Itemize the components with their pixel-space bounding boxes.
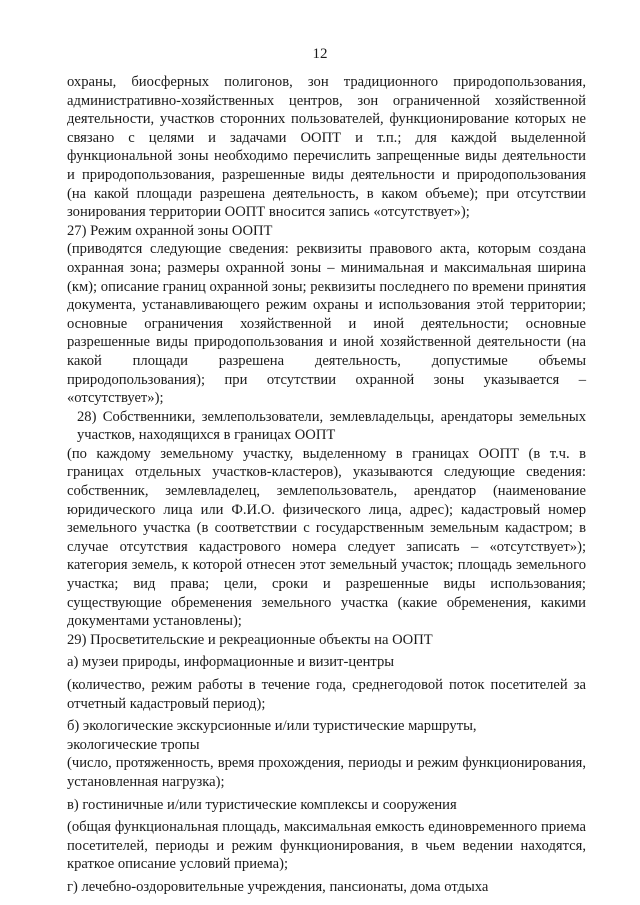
subsection-b: б) экологические экскурсионные и/или туристические маршруты, (67, 718, 477, 735)
section-heading-28: 28) Собственники, землепользователи, землевладельцы, арендаторы земельных участков, находящихся в границах ООПТ (77, 408, 586, 444)
subsection-b-continuation: экологические тропы (67, 736, 200, 753)
paragraph-buffer-zone-details: (приводятся следующие сведения: реквизиты правового акта, которым создана охранная зона; размеры охранной зоны – минимальная и максимальная ширина (км); описание границ охранной зоны; реквизиты последнего по времени принятия документа, устанавливающего режим охраны и использования этой территории; основные ограничения хозяйственной и иной деятельности; основные разрешенные виды природопользования и иной хозяйственной деятельности (на какой площади разрешена деятельность, допустимые объемы природопользования); при отсутствии охранной зоны указывается – «отсутствует»); (67, 241, 586, 407)
subsection-g: г) лечебно-оздоровительные учреждения, пансионаты, дома отдыха (67, 878, 489, 895)
document-body (67, 73, 586, 897)
paragraph-hotels-details: (общая функциональная площадь, максимальная емкость единовременного приема посетителей, периоды и режим функционирования, в чьем ведении находятся, краткое описание условий приема); (67, 819, 586, 873)
section-heading-29: 29) Просветительские и рекреационные объекты на ООПТ (67, 631, 433, 648)
paragraph-land-owners-details: (по каждому земельному участку, выделенному в границах ООПТ (в т.ч. в границах отдельных участков-кластеров), указываются следующие сведения: собственник, землевладелец, землепользователь, арендатор (наименование юридического лица или Ф.И.О. физического лица, адрес); кадастровый номер земельного участка (в соответствии с государственным земельным кадастром; в случае отсутствия кадастрового номера следует записать – «отсутствует»); категория земель, к которой отнесен этот земельный участок; площадь земельного участка; вид права; цели, сроки и разрешенные виды использования; существующие обременения земельного участка (какие обременения, какими документами установлены); (67, 445, 586, 630)
paragraph-museums-details: (количество, режим работы в течение года, среднегодовой поток посетителей за отчетный кадастровый период); (67, 677, 586, 712)
section-heading-27: 27) Режим охранной зоны ООПТ (67, 222, 273, 239)
subsection-v: в) гостиничные и/или туристические комплексы и сооружения (67, 796, 457, 813)
page-number: 12 (312, 46, 328, 62)
subsection-a: а) музеи природы, информационные и визит-центры (67, 654, 395, 671)
paragraph-routes-details: (число, протяженность, время прохождения, периоды и режим функционирования, установленная нагрузка); (67, 755, 586, 790)
paragraph-zoning-continuation: охраны, биосферных полигонов, зон традиционного природопользования, административно-хозяйственных центров, зон ограниченной хозяйственной деятельности, участков сторонних пользователей, функционирование которых не связано с целями и задачами ООПТ и т.п.; для каждой выделенной функциональной зоны необходимо перечислить запрещенные виды деятельности и природопользования, разрешенные виды деятельности и природопользования (на какой площади разрешена деятельность, в каком объеме); при отсутствии зонирования территории ООПТ вносится запись «отсутствует»); (67, 74, 586, 221)
